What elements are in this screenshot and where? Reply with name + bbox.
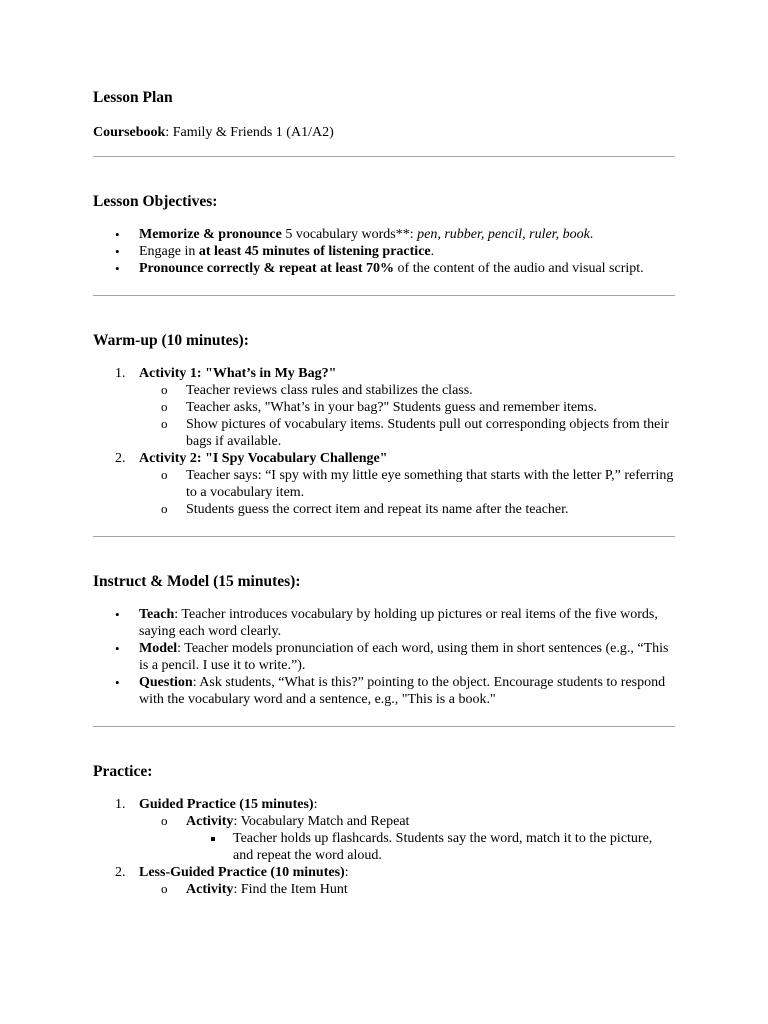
instruct-label: Teach [139,607,175,622]
activity-detail: Teacher holds up flashcards. Students say the word, match it to the picture, and repeat the word aloud. [186,830,675,864]
activity-step: o Show pictures of vocabulary items. Students pull out corresponding objects from their bags if available. [139,416,675,450]
objective-text: Engage in [139,244,199,259]
activity-title: Activity 1: "What’s in My Bag?" [139,366,337,381]
objective-item [93,260,675,277]
instruct-label: Model [139,641,178,656]
practice-item [93,796,675,864]
instruct-item [93,674,675,708]
document-content [93,88,675,898]
warmup-activities [93,365,675,518]
objective-emphasis: Pronounce correctly & repeat at least 70% [139,261,395,276]
activity-step: o Students guess the correct item and repeat its name after the teacher. [139,501,675,518]
objective-item [93,243,675,260]
objective-text: of the content of the audio and visual script. [394,261,644,276]
activity-step: o Teacher says: “I spy with my little eye something that starts with the letter P,” referring to a vocabulary item. [139,467,675,501]
section-divider [93,536,675,537]
coursebook-line [93,124,675,141]
section-divider [93,726,675,727]
coursebook-value: : Family & Friends 1 (A1/A2) [165,125,334,140]
practice-title: Less-Guided Practice (10 minutes) [139,865,345,880]
warmup-heading: Warm-up (10 minutes): [93,332,249,349]
activity-steps [139,382,675,450]
instruct-label: Question [139,675,193,690]
section-divider [93,156,675,157]
instruct-text: : Ask students, “What is this?” pointing to the object. Encourage students to respond with the vocabulary word and a sentence, e.g., "This is a book." [139,675,666,707]
practice-title: Guided Practice (15 minutes) [139,797,314,812]
list-number: 1. [115,797,126,812]
objective-text: . [430,244,435,259]
objective-emphasis: at least 45 minutes of listening practice [198,244,431,259]
activity-step: o Teacher asks, "What’s in your bag?" Students guess and remember items. [139,399,675,416]
list-number: 1. [115,366,126,381]
instruct-text: : Teacher introduces vocabulary by holding up pictures or real items of the five words, saying each word clearly. [139,607,658,639]
objectives-heading: Lesson Objectives: [93,193,218,210]
instruct-item [93,640,675,674]
activity-text: : Find the Item Hunt [233,882,348,897]
objective-text: 5 vocabulary words**: [281,227,418,242]
activity-title: Activity 2: "I Spy Vocabulary Challenge" [139,451,388,466]
activity-step: o Teacher reviews class rules and stabilizes the class. [139,382,675,399]
list-number: 2. [115,451,126,466]
section-divider [93,295,675,296]
objectives-list [93,226,675,277]
practice-colon: : [313,797,318,812]
instruct-list [93,606,675,708]
coursebook-label: Coursebook [93,125,166,140]
practice-activity [139,813,675,864]
activity-label: Activity [186,814,234,829]
activity-item [93,365,675,450]
activity-details [186,830,675,864]
instruct-text: : Teacher models pronunciation of each word, using them in short sentences (e.g., “This is a pencil. I use it to write.”). [139,641,669,673]
practice-activities [139,881,675,898]
practice-list [93,796,675,898]
activity-label: Activity [186,882,234,897]
activity-text: : Vocabulary Match and Repeat [233,814,410,829]
objective-emphasis: Memorize & pronounce [139,227,282,242]
activity-item [93,450,675,518]
list-number: 2. [115,865,126,880]
objective-text: . [589,227,594,242]
activity-steps [139,467,675,518]
vocabulary-words: pen, rubber, pencil, ruler, book [417,227,590,242]
practice-activity [139,881,675,898]
practice-colon: : [344,865,349,880]
practice-activities [139,813,675,864]
document-title: Lesson Plan [93,89,173,106]
objective-item [93,226,675,243]
instruct-heading: Instruct & Model (15 minutes): [93,573,301,590]
practice-heading: Practice: [93,763,153,780]
instruct-item [93,606,675,640]
practice-item [93,864,675,898]
